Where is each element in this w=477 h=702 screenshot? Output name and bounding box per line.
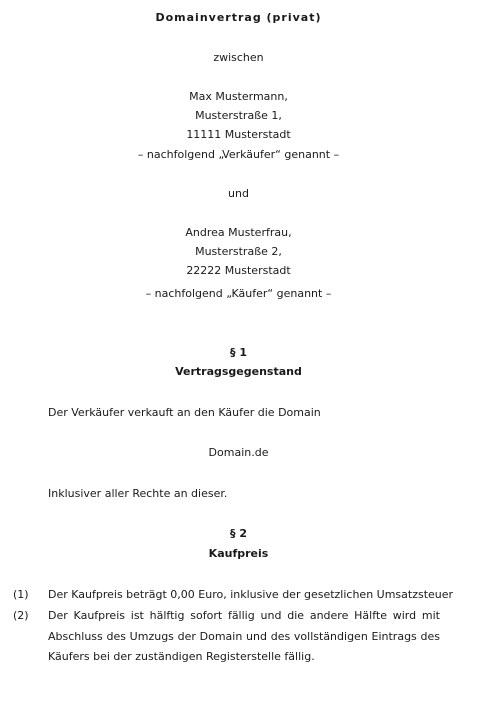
seller-city: 11111 Musterstadt xyxy=(186,128,291,141)
clause-2-marker: (2) xyxy=(13,609,29,622)
document-title: Domainvertrag (privat) xyxy=(155,11,322,24)
buyer-designation: – nachfolgend „Käufer“ genannt – xyxy=(145,287,332,300)
section-1-heading: Vertragsgegenstand xyxy=(175,365,302,378)
and-label: und xyxy=(228,187,249,200)
section-2-number: § 2 xyxy=(230,527,247,540)
buyer-street: Musterstraße 2, xyxy=(195,245,282,258)
section-2-heading: Kaufpreis xyxy=(208,547,269,560)
clause-2-line-1: Der Kaufpreis ist hälftig sofort fällig und die andere Hälfte wird mit xyxy=(48,609,440,622)
section-1-closing: Inklusiver aller Rechte an dieser. xyxy=(48,487,228,500)
seller-name: Max Mustermann, xyxy=(189,90,288,103)
clause-2-line-3: Käufers bei der zuständigen Registerstelle fällig. xyxy=(48,650,315,663)
clause-1-text: Der Kaufpreis beträgt 0,00 Euro, inklusive der gesetzlichen Umsatzsteuer xyxy=(48,588,454,601)
clause-2-line-2: Abschluss des Umzugs der Domain und des vollständigen Eintrags des xyxy=(48,630,440,643)
clause-1-marker: (1) xyxy=(13,588,29,601)
section-1-intro: Der Verkäufer verkauft an den Käufer die Domain xyxy=(48,406,321,419)
seller-designation: – nachfolgend „Verkäufer“ genannt – xyxy=(137,148,340,161)
domain-name: Domain.de xyxy=(208,446,269,459)
seller-street: Musterstraße 1, xyxy=(195,109,282,122)
buyer-city: 22222 Musterstadt xyxy=(186,264,291,277)
buyer-name: Andrea Musterfrau, xyxy=(185,226,292,239)
section-1-number: § 1 xyxy=(230,346,247,359)
between-label: zwischen xyxy=(213,51,264,64)
